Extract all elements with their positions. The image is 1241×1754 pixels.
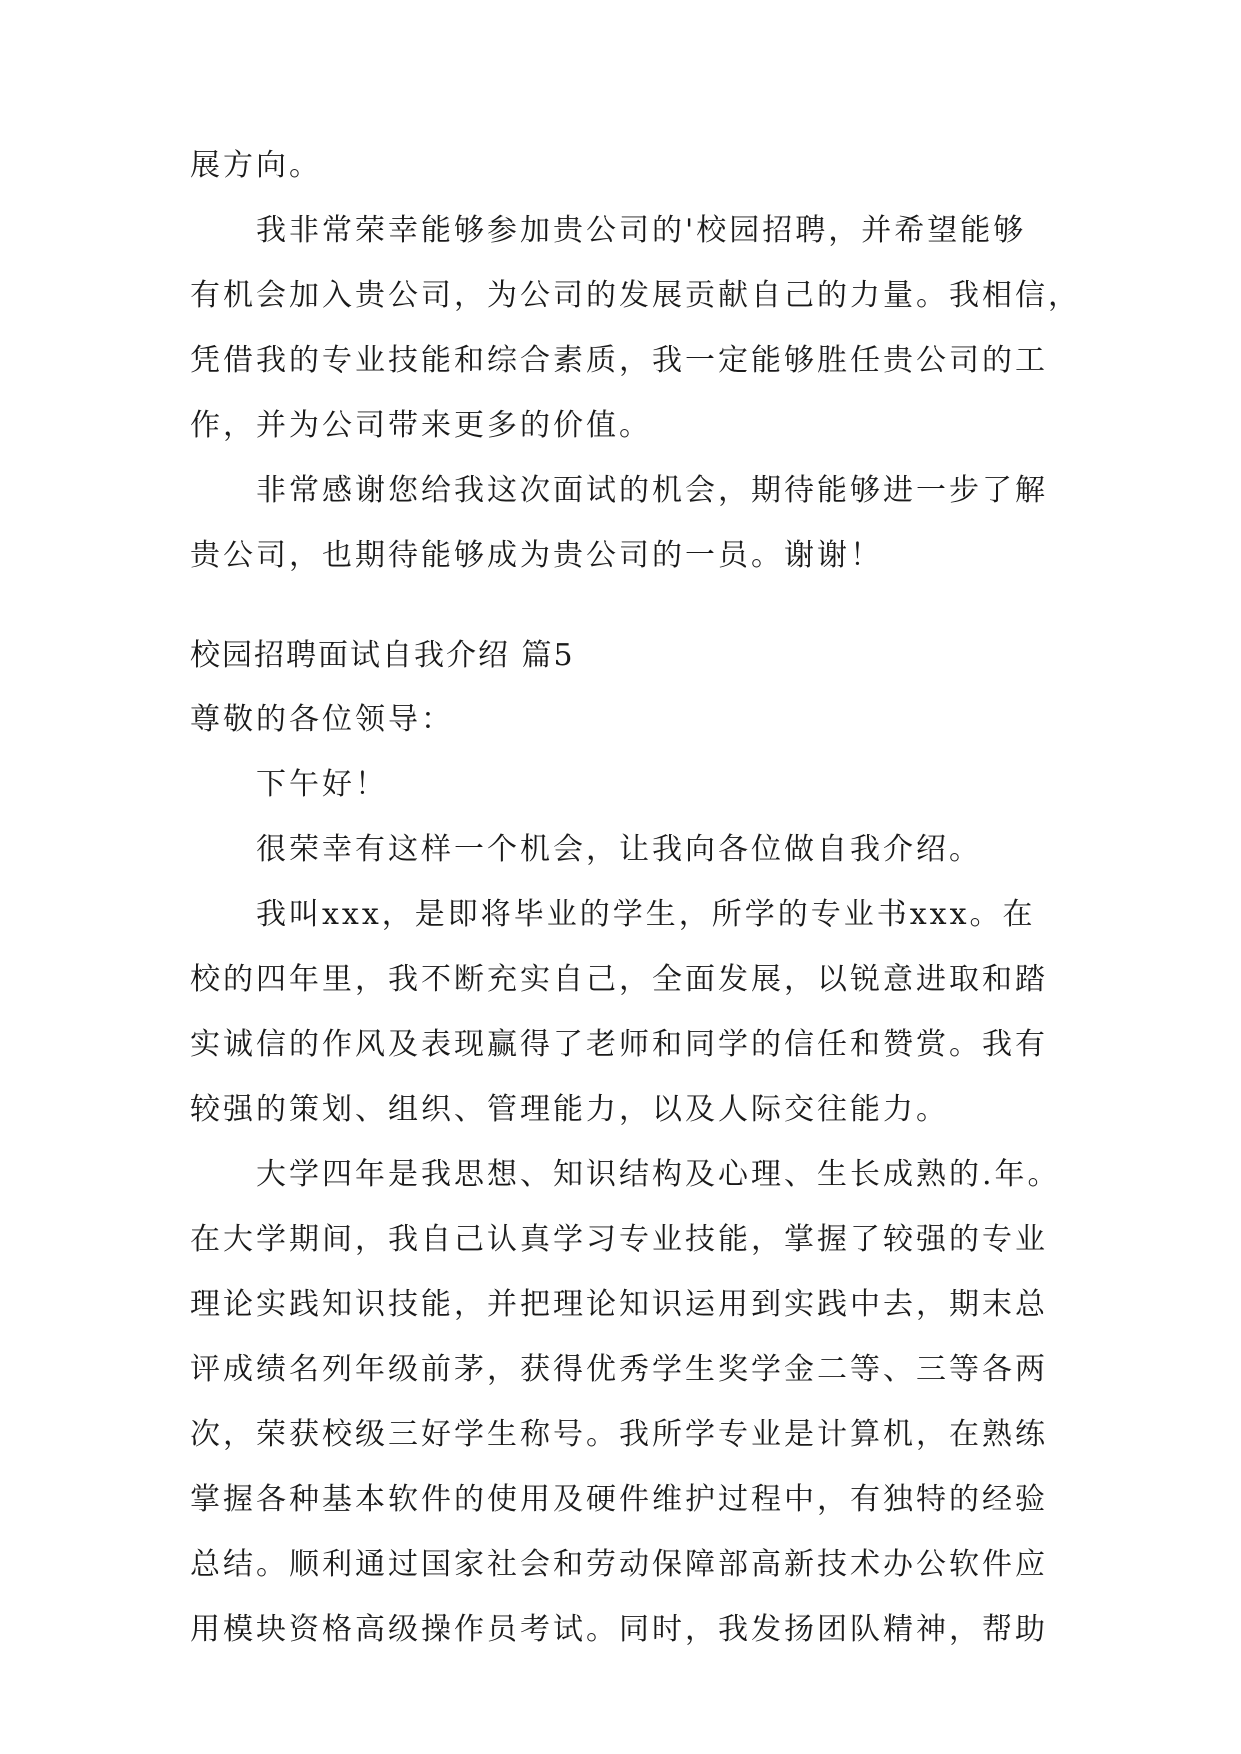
text-line: 掌握各种基本软件的使用及硬件维护过程中，有独特的经验 (190, 1482, 1048, 1517)
text-line: 次，荣获校级三好学生称号。我所学专业是计算机，在熟练 (190, 1417, 1048, 1452)
text-line: 我叫xxx，是即将毕业的学生，所学的专业书xxx。在 (256, 897, 1036, 932)
text-line: 在大学期间，我自己认真学习专业技能，掌握了较强的专业 (190, 1222, 1048, 1257)
text-line: 理论实践知识技能，并把理论知识运用到实践中去，期末总 (190, 1287, 1048, 1322)
salutation: 尊敬的各位领导： (190, 702, 454, 737)
text-line: 有机会加入贵公司，为公司的发展贡献自己的力量。我相信， (190, 278, 1081, 313)
text-line: 展方向。 (190, 148, 322, 183)
greeting: 下午好！ (256, 767, 388, 802)
text-line: 实诚信的作风及表现赢得了老师和同学的信任和赞赏。我有 (190, 1027, 1048, 1062)
text-line: 很荣幸有这样一个机会，让我向各位做自我介绍。 (256, 832, 982, 867)
text-line: 较强的策划、组织、管理能力，以及人际交往能力。 (190, 1092, 949, 1127)
text-line: 非常感谢您给我这次面试的机会，期待能够进一步了解 (256, 473, 1048, 508)
text-line: 作，并为公司带来更多的价值。 (190, 408, 652, 443)
text-line: 大学四年是我思想、知识结构及心理、生长成熟的.年。 (256, 1157, 1061, 1192)
text-line: 总结。顺利通过国家社会和劳动保障部高新技术办公软件应 (190, 1547, 1048, 1582)
section-heading: 校园招聘面试自我介绍 篇5 (190, 638, 575, 673)
text-line: 贵公司，也期待能够成为贵公司的一员。谢谢！ (190, 538, 883, 573)
text-line: 评成绩名列年级前茅，获得优秀学生奖学金二等、三等各两 (190, 1352, 1048, 1387)
text-line: 凭借我的专业技能和综合素质，我一定能够胜任贵公司的工 (190, 343, 1048, 378)
text-line: 用模块资格高级操作员考试。同时，我发扬团队精神，帮助 (190, 1612, 1048, 1647)
text-line: 校的四年里，我不断充实自己，全面发展，以锐意进取和踏 (190, 962, 1048, 997)
text-line: 我非常荣幸能够参加贵公司的'校园招聘，并希望能够 (256, 213, 1027, 248)
